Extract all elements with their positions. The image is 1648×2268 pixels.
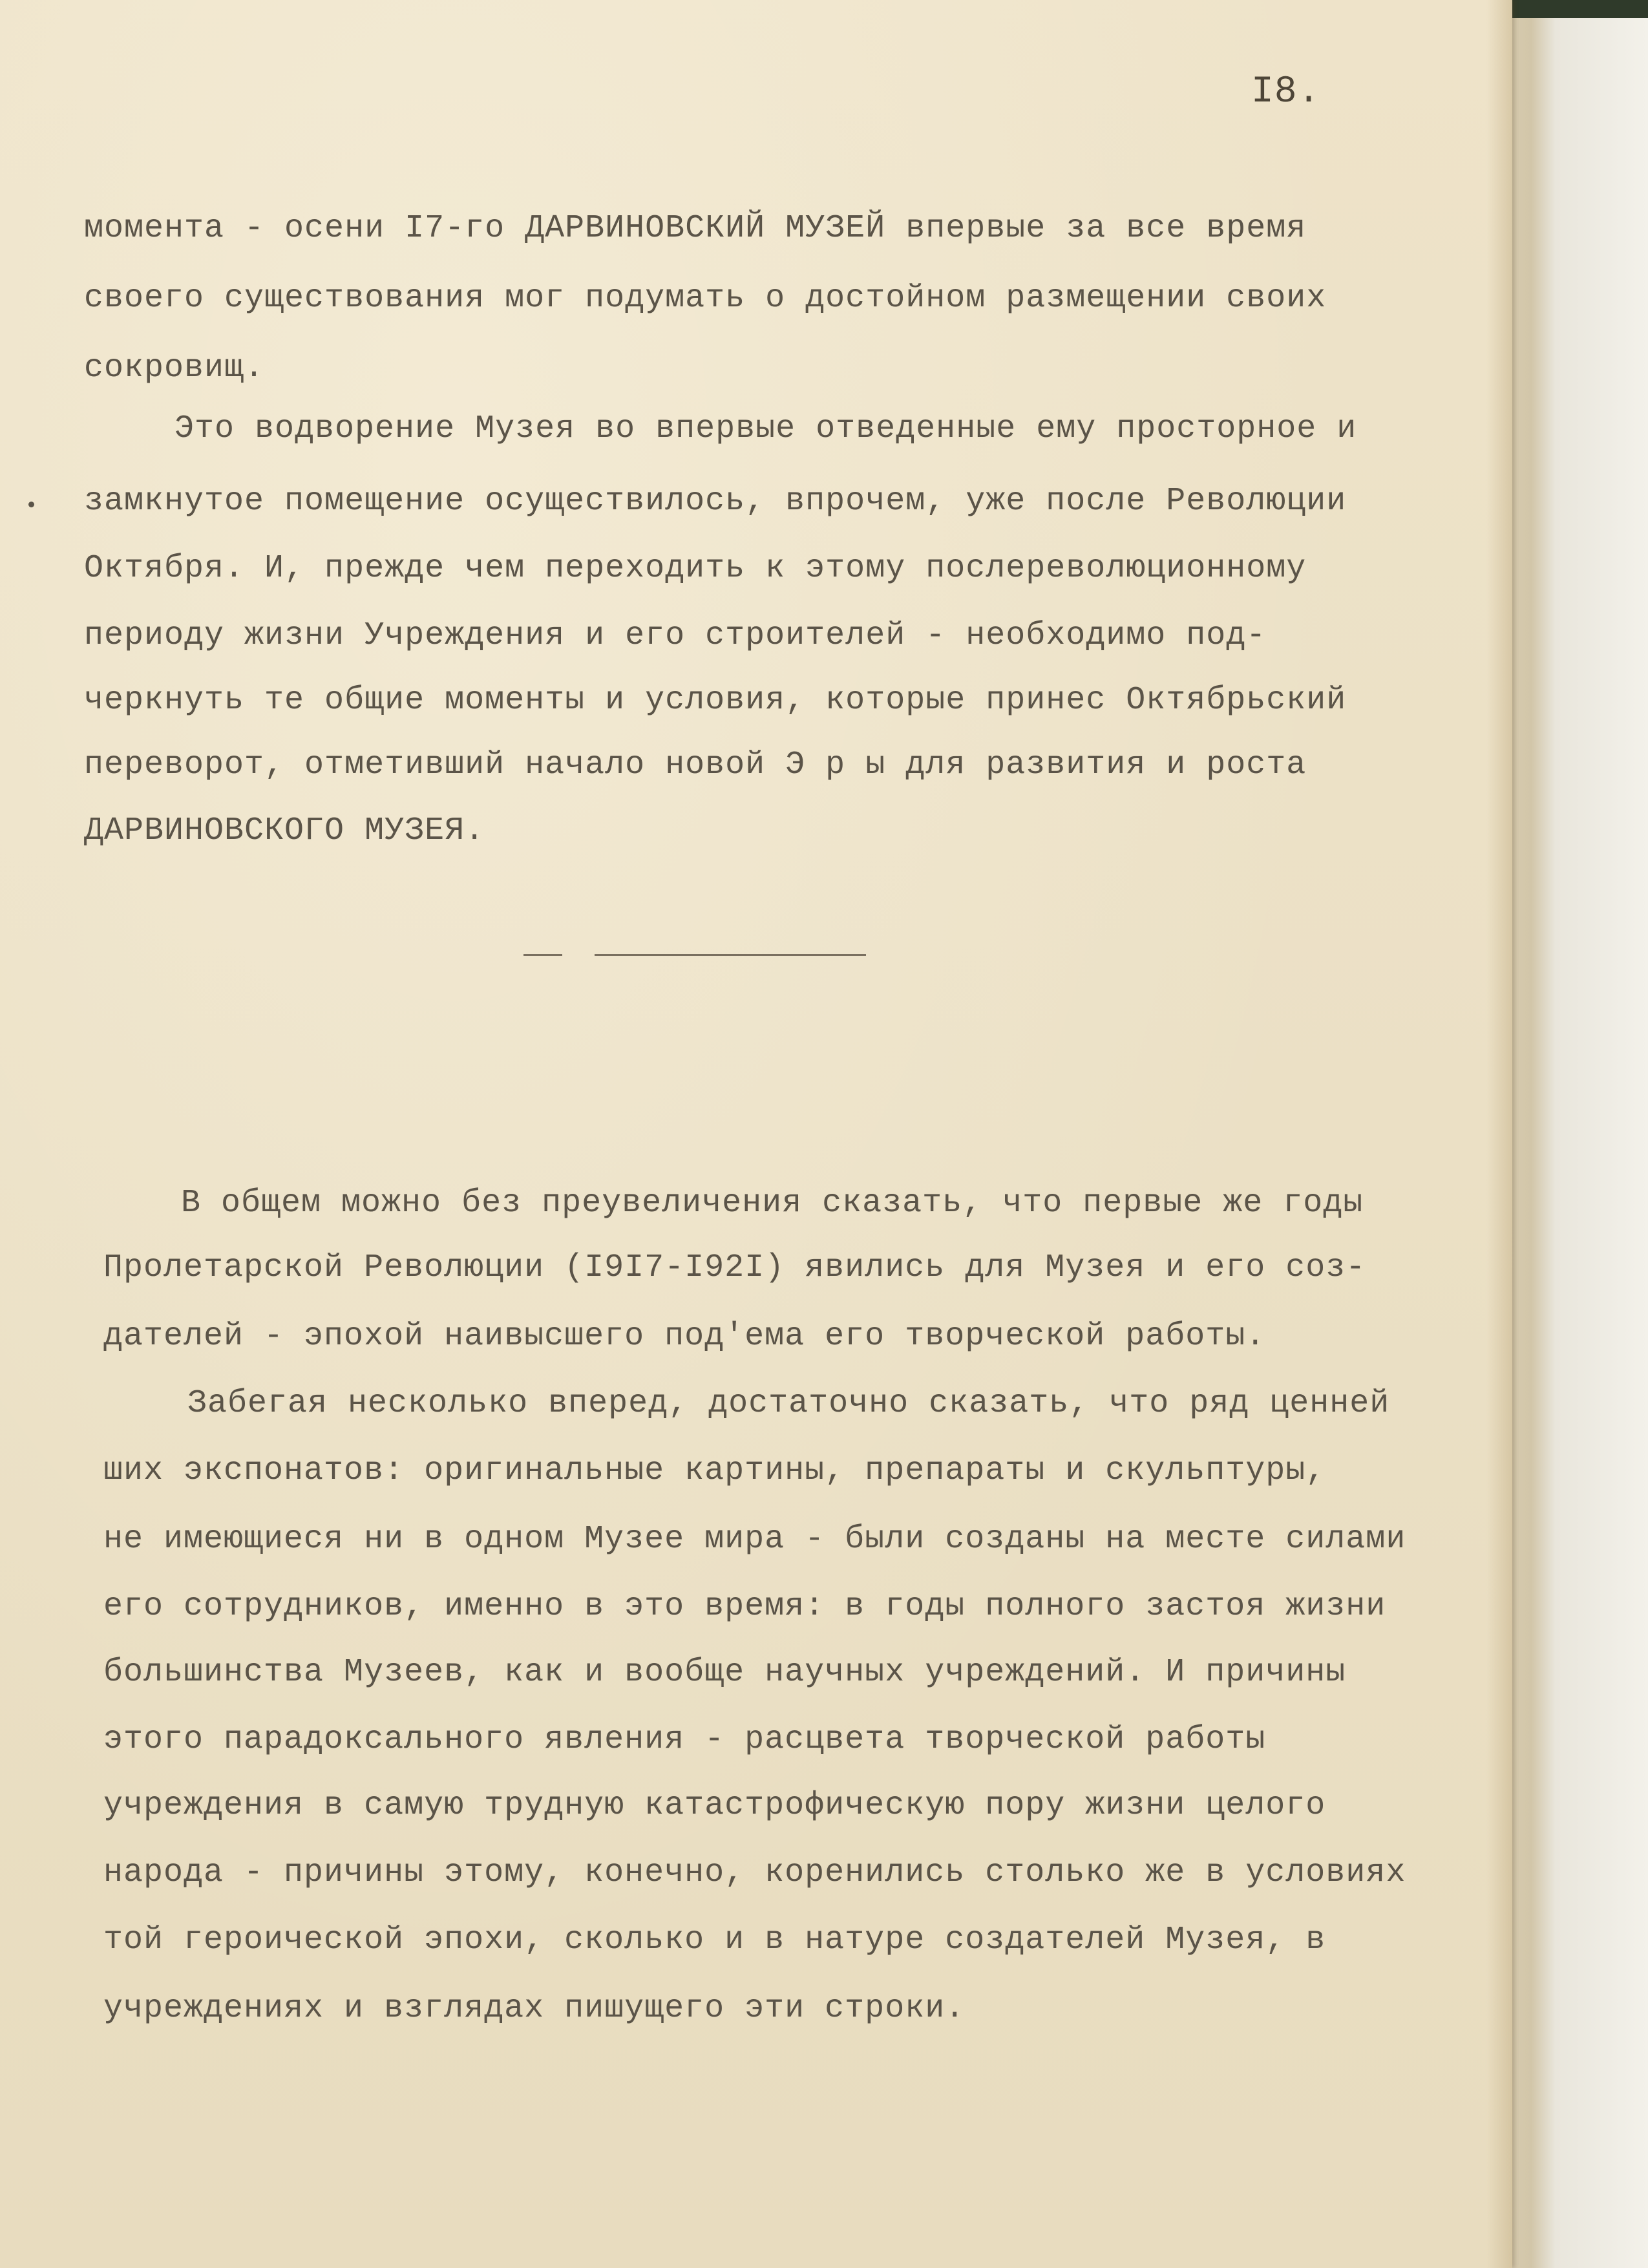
- scan-background-edge: [1506, 0, 1648, 2268]
- text-line: его сотрудников, именно в это время: в годы полного застоя жизни: [103, 1588, 1386, 1625]
- text-line: учреждения в самую трудную катастрофическую пору жизни целого: [103, 1787, 1326, 1824]
- text-line: своего существования мог подумать о достойном размещении своих: [84, 280, 1327, 317]
- page-number: I8.: [1251, 71, 1321, 113]
- text-line: В общем можно без преувеличения сказать, что первые же годы: [181, 1185, 1364, 1222]
- text-line: момента - осени I7-го ДАРВИНОВСКИЙ МУЗЕЙ впервые за все время: [84, 210, 1307, 247]
- text-line: дателей - эпохой наивысшего под'ема его творческой работы.: [103, 1318, 1266, 1355]
- section-separator: [523, 950, 872, 958]
- separator-dash: [595, 954, 866, 956]
- text-line: Забегая несколько вперед, достаточно сказать, что ряд ценней: [187, 1385, 1390, 1422]
- scan-background-corner: [1506, 0, 1648, 18]
- text-line: Это водворение Музея во впервые отведенные ему просторное и: [174, 410, 1357, 447]
- text-line: ДАРВИНОВСКОГО МУЗЕЯ.: [84, 812, 485, 849]
- text-line: Октября. И, прежде чем переходить к этому послереволюционному: [84, 550, 1307, 587]
- paper-edge-shadow: [1486, 0, 1512, 2268]
- margin-mark: [28, 502, 34, 507]
- text-line: Пролетарской Революции (I9I7-I92I) явились для Музея и его соз-: [103, 1249, 1366, 1286]
- text-line: периоду жизни Учреждения и его строителей - необходимо под-: [84, 617, 1267, 654]
- text-line: народа - причины этому, конечно, коренились столько же в условиях: [103, 1854, 1406, 1891]
- text-line: сокровищ.: [84, 350, 265, 387]
- text-line: учреждениях и взглядах пишущего эти строки.: [103, 1990, 966, 2027]
- text-line: той героической эпохи, сколько и в натуре создателей Музея, в: [103, 1922, 1326, 1958]
- text-line: замкнутое помещение осуществилось, впрочем, уже после Революции: [84, 483, 1347, 520]
- text-line: этого парадоксального явления - расцвета творческой работы: [103, 1721, 1266, 1758]
- text-line: черкнуть те общие моменты и условия, которые принес Октябрьский: [84, 682, 1347, 719]
- text-line: переворот, отметивший начало новой Э р ы для развития и роста: [84, 747, 1307, 783]
- text-line: большинства Музеев, как и вообще научных учреждений. И причины: [103, 1654, 1346, 1691]
- text-line: ших экспонатов: оригинальные картины, препараты и скульптуры,: [103, 1452, 1326, 1489]
- text-line: не имеющиеся ни в одном Музее мира - были созданы на месте силами: [103, 1521, 1406, 1558]
- separator-dash: [523, 954, 562, 956]
